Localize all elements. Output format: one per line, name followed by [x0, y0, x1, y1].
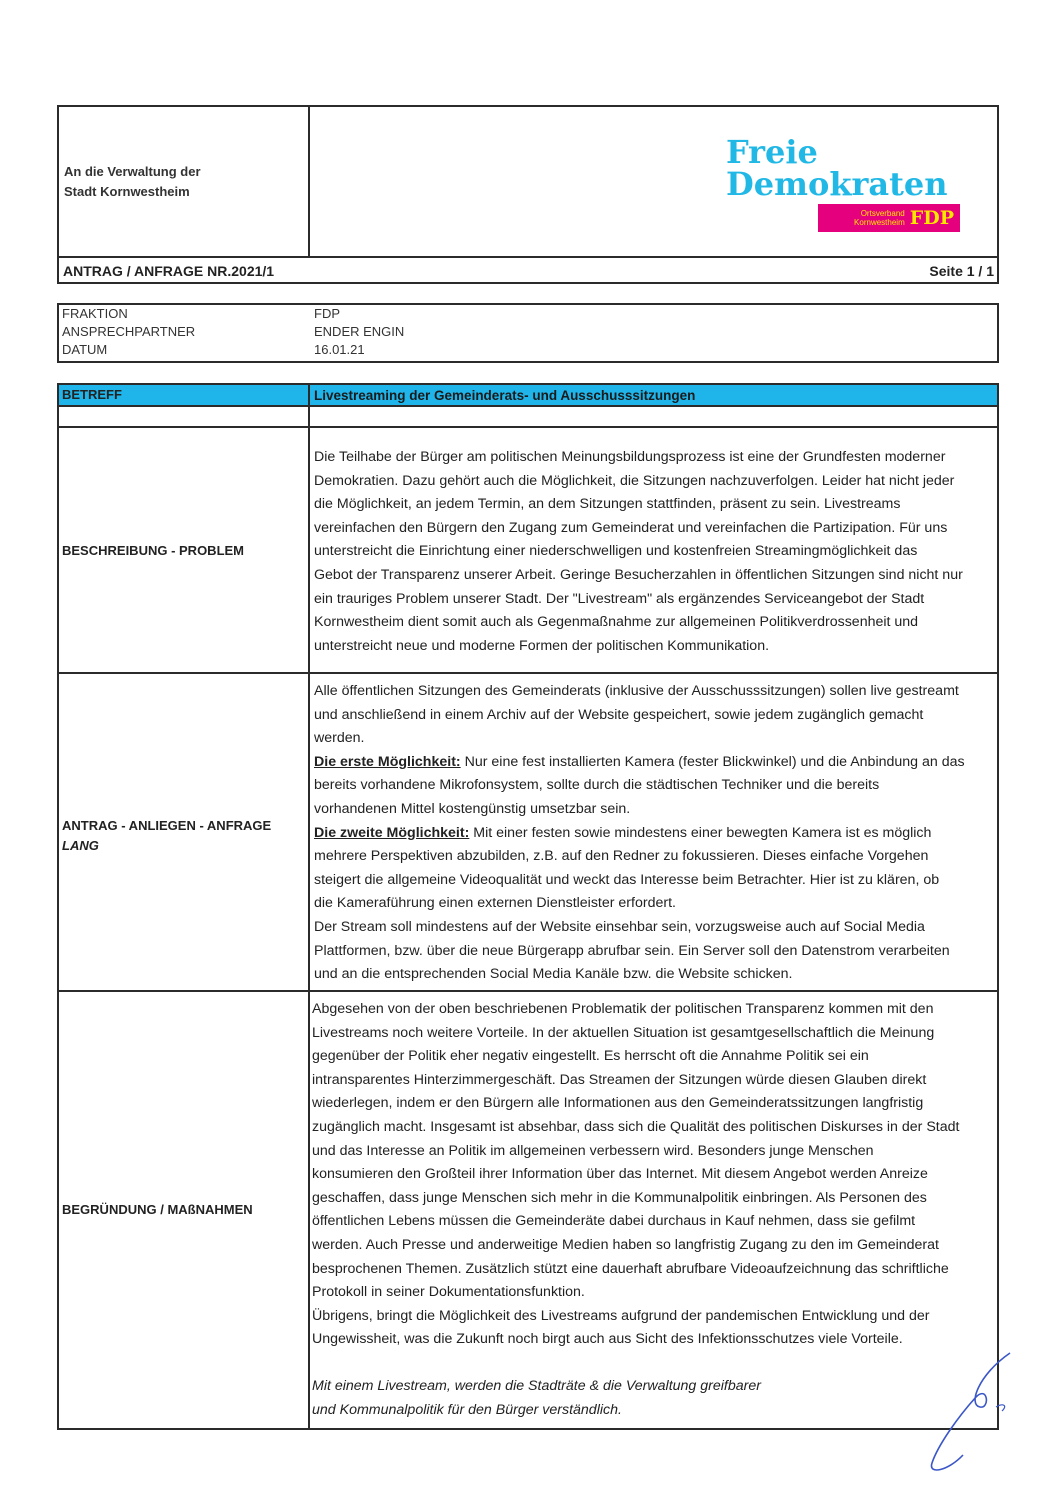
- text-line: bereits vorhandene Mikrofonsystem, sollte durch die städtischen Techniker und die bereits: [314, 777, 880, 794]
- text-line: wiederlegen, indem er den Bürgern alle Informationen aus den Gemeinderatssitzungen langfristig: [312, 1095, 924, 1112]
- text-line: besprochenen Themen. Zusätzlich stützt eine dauerhaft abrufbare Videoaufzeichnung das schriftliche: [312, 1260, 949, 1277]
- closing-line: Mit einem Livestream, werden die Stadträte & die Verwaltung greifbarer: [312, 1377, 761, 1394]
- text-line: Demokratien. Dazu gehört auch die Möglichkeit, die Sitzungen nachzuverfolgen. Leider hat nicht jeder: [314, 472, 955, 489]
- antrag-text: [314, 680, 998, 987]
- text-line: Der Stream soll mindestens auf der Website einsehbar sein, vorzugsweise auch auf Social Media: [314, 918, 925, 935]
- text-line: Ungewissheit, was die Zukunft noch birgt auch aus Sicht des Infektionsschutzes viele Vorteile.: [312, 1331, 903, 1348]
- text-line: vorhandenen Mittel kostengünstig umsetzbar sein.: [314, 800, 631, 817]
- text-line: zugänglich macht. Insgesamt ist absehbar, dass sich die Qualität des politischen Diskurses in der Stadt: [312, 1118, 960, 1135]
- text-line: Gebot der Transparenz unserer Arbeit. Geringe Besucherzahlen in öffentlichen Sitzungen sind nicht nur: [314, 566, 963, 583]
- header-divider: [308, 105, 310, 258]
- logo-fdp-text: FDP: [909, 207, 954, 229]
- fraktion-label: FRAKTION: [62, 306, 128, 321]
- option-2-heading: Die zweite Möglichkeit:: [314, 824, 470, 841]
- text-line: mehrere Perspektiven abzubilden, z.B. auf den Redner zu fokussieren. Dieses einfache Vorgehen: [314, 848, 929, 865]
- option-1-line: Die erste Möglichkeit: Nur eine fest installierten Kamera (fester Blickwinkel) und die Anbindung an das: [314, 753, 965, 770]
- text-line: werden.: [314, 730, 365, 747]
- text-line: Protokoll in seiner Dokumentationsfunktion.: [312, 1284, 585, 1301]
- text-line: öffentlichen Lebens müssen die Gemeinderäte dabei durchaus in Kauf nehmen, dass sie gefilmt: [312, 1213, 916, 1230]
- text-line: Alle öffentlichen Sitzungen des Gemeinderats (inklusive der Ausschusssitzungen) sollen live gestreamt: [314, 683, 959, 699]
- logo-ortsverband: Ortsverband Kornwestheim: [854, 209, 905, 227]
- logo-demokraten: Demokraten: [726, 165, 948, 203]
- page-indicator: Seite 1 / 1: [929, 263, 994, 279]
- datum-label: DATUM: [62, 342, 108, 357]
- text-line: steigert die allgemeine Videoqualität und weckt das Interesse beim Betrachter. Hier ist zu klären, ob: [314, 871, 940, 888]
- antrag-label-sub: LANG: [62, 838, 99, 853]
- antrag-number: ANTRAG / ANFRAGE NR.2021/1: [63, 263, 275, 279]
- ansprechpartner-label: ANSPRECHPARTNER: [62, 324, 196, 339]
- text-line: unterstreicht die Einrichtung einer niederschwelligen und kostenfreien Streamingmöglichkeit das: [314, 543, 918, 560]
- text-line: intransparentes Hinterzimmergeschäft. Das Streamen der Sitzungen würde diesen Glauben direkt: [312, 1071, 927, 1088]
- text-line: konsumieren den Großteil ihrer Information über das Internet. Mit diesem Angebot werden Anreize: [312, 1166, 928, 1183]
- datum-value: 16.01.21: [314, 342, 365, 357]
- text-line: geschaffen, dass junge Menschen sich mehr in die Kommunalpolitik einbringen. Als Personen des: [312, 1189, 927, 1206]
- row-divider-1: [57, 672, 999, 674]
- text-line: gegenüber der Politik eher negativ eingestellt. Es herrscht oft die Annahme Politik sei ein: [312, 1048, 869, 1065]
- beschreibung-label: BESCHREIBUNG - PROBLEM: [62, 543, 245, 558]
- text-line: Plattformen, bzw. über die neue Bürgerapp abrufbar sein. Ein Server soll den Datenstrom verarbeiten: [314, 942, 950, 959]
- text-line: Übrigens, bringt die Möglichkeit des Livestreams aufgrund der pandemischen Entwicklung und der: [312, 1307, 930, 1324]
- text-line: und das Interesse an Politik im allgemeinen verbessern wird. Besonders junge Menschen: [312, 1142, 874, 1159]
- recipient-line-1: An die Verwaltung der: [64, 164, 201, 179]
- text-line: die Kameraführung einen externen Dienstleister erfordert.: [314, 895, 676, 912]
- signature: [918, 1345, 1028, 1480]
- antrag-label-main: ANTRAG - ANLIEGEN - ANFRAGE: [62, 818, 272, 833]
- begruendung-text: [312, 998, 998, 1422]
- text-line: Kornwestheim dient somit auch als Gegenmaßnahme zur allgemeinen Politikverdrossenheit und: [314, 614, 919, 631]
- meta-labels: [62, 305, 195, 359]
- row-divider-2: [57, 990, 999, 992]
- meta-values: [314, 305, 404, 359]
- recipient-address: [64, 162, 201, 202]
- fraktion-value: FDP: [314, 306, 340, 321]
- text-line: Abgesehen von der oben beschriebenen Problematik der politischen Transparenz kommen mit den: [312, 1001, 934, 1017]
- logo-fdp-box: [818, 204, 960, 232]
- text-line: und anschließend in einem Archiv auf der Website gespeichert, sowie jedem zugänglich gemacht: [314, 706, 924, 723]
- meta-box: [57, 303, 999, 363]
- beschreibung-text: [314, 446, 998, 658]
- row-divider-0: [57, 426, 999, 428]
- text-line: die Möglichkeit, an jedem Termin, an dem Sitzungen stattfinden, präsent zu sein. Livestreams: [314, 496, 901, 513]
- text-line: und an die entsprechenden Social Media Kanäle bzw. die Website schicken.: [314, 966, 793, 983]
- betreff-value: Livestreaming der Gemeinderats- und Ausschusssitzungen: [314, 388, 696, 403]
- text-line: unterstreicht neue und moderne Formen der politischen Kommunikation.: [314, 637, 770, 654]
- text-line: Livestreams noch weitere Vorteile. In der aktuellen Situation ist gesamtgesellschaftlich die Meinung: [312, 1024, 935, 1041]
- text-line: vereinfachen den Bürgern den Zugang zum Gemeinderat und vereinfachen die Partizipation. Für uns: [314, 519, 948, 536]
- closing-line: und Kommunalpolitik für den Bürger verständlich.: [312, 1401, 622, 1418]
- betreff-divider: [308, 383, 310, 407]
- option-1-heading: Die erste Möglichkeit:: [314, 753, 461, 770]
- option-2-line: Die zweite Möglichkeit: Mit einer festen sowie mindestens einer bewegten Kamera ist es möglich: [314, 824, 932, 841]
- antrag-label: [62, 816, 271, 856]
- betreff-label: BETREFF: [62, 387, 122, 402]
- main-column-divider: [308, 407, 310, 1430]
- text-line: Die Teilhabe der Bürger am politischen Meinungsbildungsprozess ist eine der Grundfesten moderner: [314, 449, 946, 465]
- text-line: ein trauriges Problem unserer Stadt. Der "Livestream" als ergänzendes Serviceangebot der Stadt: [314, 590, 925, 607]
- recipient-line-2: Stadt Kornwestheim: [64, 184, 190, 199]
- fdp-logo: [726, 133, 966, 236]
- logo-freie: Freie: [726, 133, 818, 171]
- text-line: werden. Auch Presse und anderweitige Medien haben so langfristig Zugang zu den im Gemeinderat: [312, 1236, 939, 1253]
- ansprechpartner-value: ENDER ENGIN: [314, 324, 405, 339]
- begruendung-label: BEGRÜNDUNG / MAßNAHMEN: [62, 1202, 253, 1217]
